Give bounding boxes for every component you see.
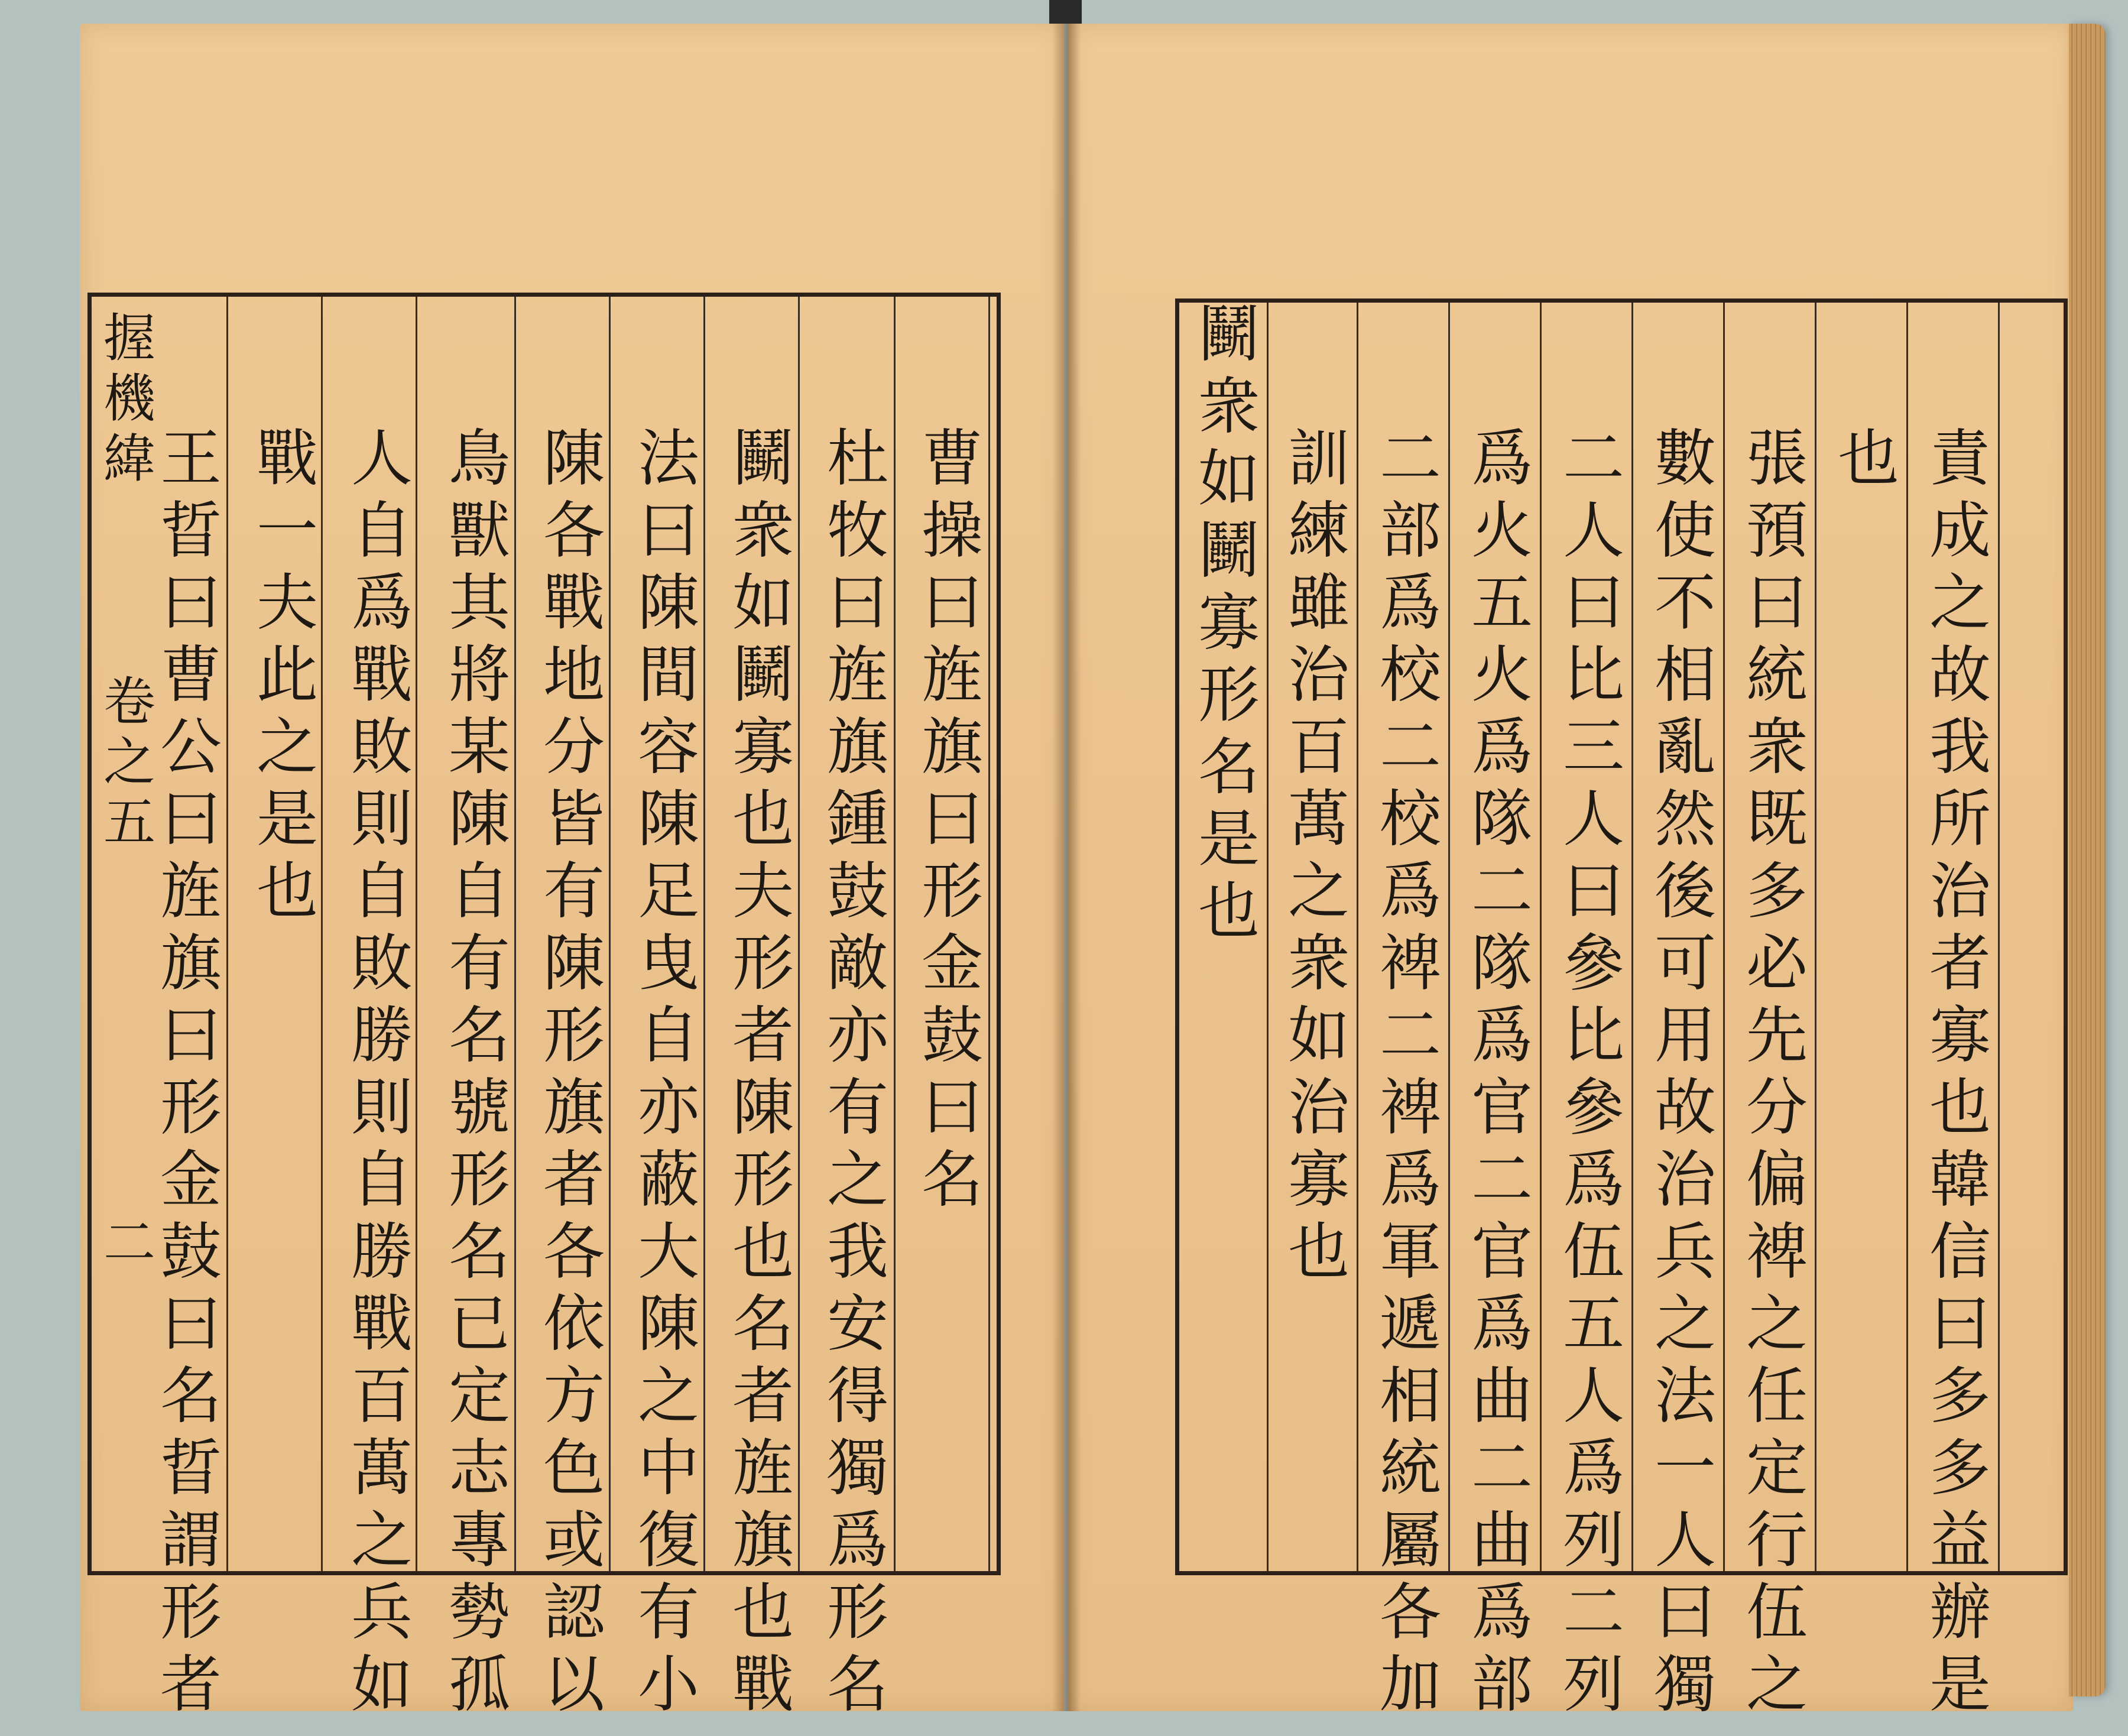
column-rule [1540,303,1542,1571]
column-rule [226,297,228,1571]
text-column: 張預曰統衆既多必先分偏裨之任定行伍之 [1736,426,1808,1724]
text-column: 王晢曰曹公曰旌旗曰形金鼓曰名晢謂形者 [150,426,222,1724]
column-rule [988,297,990,1571]
column-rule [798,297,800,1571]
column-rule [321,297,323,1571]
book-gutter [1052,24,1081,1711]
text-column: 訓練雖治百萬之衆如治寡也 [1277,426,1350,1291]
text-column: 陳各戰地分皆有陳形旗者各依方色或認以 [533,426,605,1724]
column-rule [1723,303,1725,1571]
text-column: 二部爲校二校爲裨二裨爲軍遞相統屬各加 [1369,426,1441,1724]
page-stack-edge [2069,24,2106,1696]
text-column: 曹操曰旌旗曰形金鼓曰名 [911,426,983,1219]
column-rule [1906,303,1908,1571]
column-rule [514,297,516,1571]
text-column: 責成之故我所治者寡也韓信曰多多益辦是 [1919,426,1991,1724]
column-rule [1998,303,2000,1571]
text-column: 二人曰比三人曰參比參爲伍五人爲列二列 [1552,426,1624,1724]
column-rule [1357,303,1358,1571]
text-column: 也 [1827,426,1899,498]
column-rule [609,297,611,1571]
column-rule [1267,303,1269,1571]
text-column: 法曰陳間容陳足曳自亦蔽大陳之中復有小 [627,426,699,1724]
column-rule [416,297,417,1571]
text-column: 數使不相亂然後可用故治兵之法一人曰獨 [1644,426,1716,1724]
book-title: 握機緯 [95,310,156,491]
text-column: 杜牧曰旌旗鍾鼓敵亦有之我安得獨爲形名 [816,426,888,1724]
column-rule [1631,303,1633,1571]
text-column: 鳥獸其將某陳自有名號形名已定志專勢孤 [438,426,510,1724]
binding-clip [1049,0,1082,24]
text-column: 爲火五火爲隊二隊爲官二官爲曲二曲爲部 [1461,426,1533,1724]
column-rule [1815,303,1816,1571]
column-rule [703,297,705,1571]
text-column: 戰一夫此之是也 [246,426,318,930]
column-rule [894,297,896,1571]
text-column: 鬭衆如鬭寡也夫形者陳形也名者旌旗也戰 [722,426,794,1724]
text-column: 人自爲戰敗則自敗勝則自勝戰百萬之兵如 [340,426,413,1724]
text-column: 鬭衆如鬭寡形名是也 [1188,301,1260,950]
page-number: 二 [95,1215,156,1275]
column-rule [1448,303,1450,1571]
volume-label: 卷之五 [95,674,156,855]
